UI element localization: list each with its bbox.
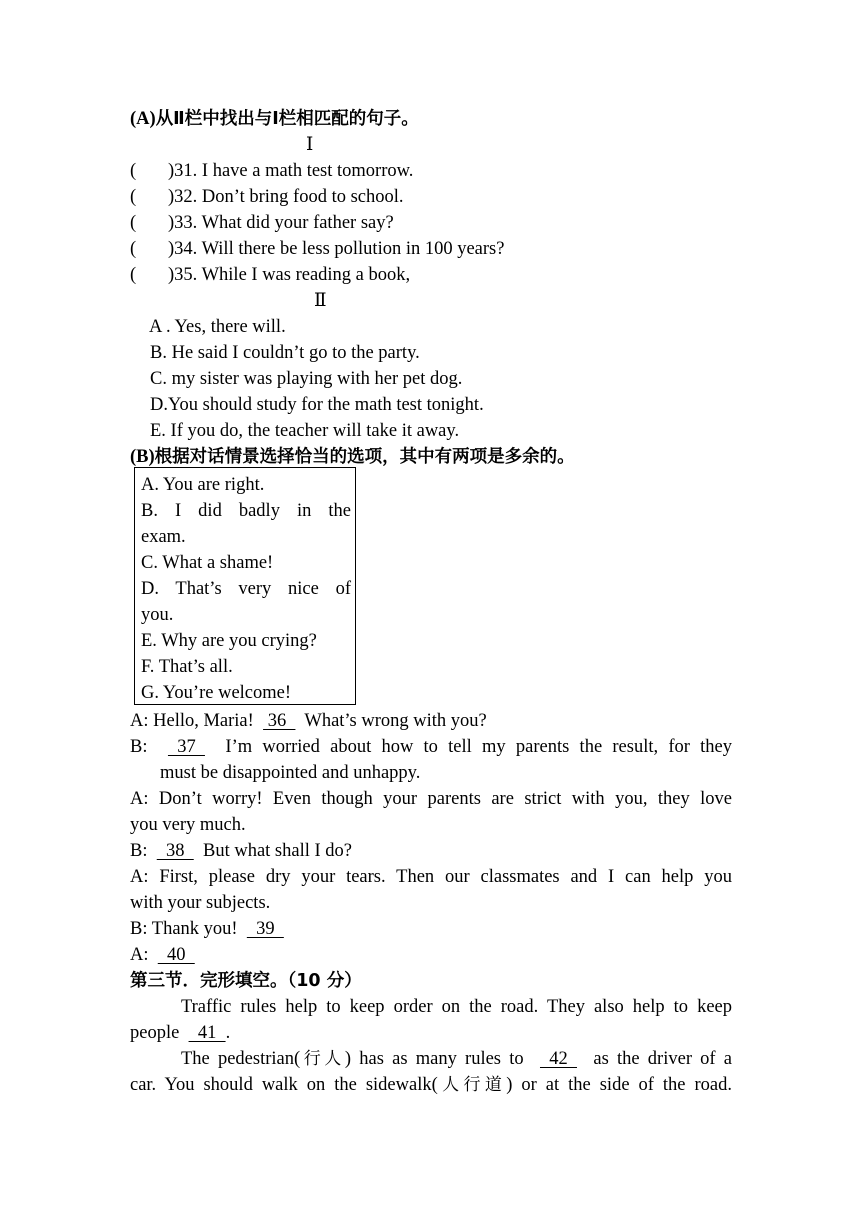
section-a-title: 从Ⅱ栏中找出与Ⅰ栏相匹配的句子。 [155,109,419,129]
blank-37[interactable]: 37 [167,737,205,757]
section-b-label: (B) [130,447,155,467]
option-b-line2: exam. [141,527,186,547]
answer-bracket[interactable]: ( [130,239,137,259]
section-3-heading [130,968,362,994]
option-d-line2: you. [141,605,174,625]
blank-39[interactable]: 39 [246,919,284,939]
section-3-title: 第三节．完形填空。 [130,971,288,991]
dialogue-line-3: A: Don’t worry! Even though your parents are strict with you, they love [130,789,732,809]
match-answer-a: A . Yes, there will. [149,317,286,337]
dialogue-line-4: B: 38 But what shall I do? [130,838,352,864]
dialogue-line-2: B: 37 I’m worried about how to tell my parents the result, for they [130,734,732,760]
section-a-heading [130,106,419,132]
option-a: A. You are right. [141,475,265,495]
match-answer-d: D.You should study for the math test tonight. [150,395,484,415]
column-1-header: Ⅰ [306,135,314,155]
blank-42[interactable]: 42 [539,1049,577,1069]
section-a-label: (A) [130,109,156,129]
blank-38[interactable]: 38 [156,841,194,861]
answer-bracket[interactable]: ( [130,161,137,181]
cloze-paragraph-2-line-2: car. You should walk on the sidewalk(人行道) or at the side of the road. [130,1075,733,1095]
match-item-31: ( )31. I have a math test tomorrow. [130,158,413,184]
cloze-paragraph-1-line-2: people 41 . [130,1020,230,1046]
dialogue-line-5-cont: with your subjects. [130,893,271,913]
option-d-line1: D. That’s very nice of [141,579,351,599]
dialogue-line-5: A: First, please dry your tears. Then our classmates and I can help you [130,867,732,887]
option-b-line1: B. I did badly in the [141,501,351,521]
column-2-header: Ⅱ [314,291,327,311]
dialogue-line-1: A: Hello, Maria! 36 What’s wrong with you? [130,708,487,734]
answer-bracket[interactable]: ( [130,187,137,207]
dialogue-line-2-cont: must be disappointed and unhappy. [160,763,421,783]
match-answer-e: E. If you do, the teacher will take it away. [150,421,460,441]
dialogue-line-3-cont: you very much. [130,815,246,835]
section-b-title: 根据对话情景选择恰当的选项，其中有两项是多余的。 [154,447,575,467]
match-item-33: ( )33. What did your father say? [130,210,394,236]
answer-bracket[interactable]: ( [130,213,137,233]
cloze-paragraph-2-line-1: The pedestrian(行人) has as many rules to 42 as the driver of a [181,1046,732,1072]
cloze-paragraph-1-line-1: Traffic rules help to keep order on the road. They also help to keep [181,997,732,1017]
match-item-32: ( )32. Don’t bring food to school. [130,184,404,210]
option-c: C. What a shame! [141,553,274,573]
match-item-34: ( )34. Will there be less pollution in 100 years? [130,236,504,262]
blank-40[interactable]: 40 [157,945,195,965]
blank-36[interactable]: 36 [263,711,296,731]
match-answer-c: C. my sister was playing with her pet dog. [150,369,463,389]
dialogue-line-7: A: 40 [130,942,195,968]
blank-41[interactable]: 41 [188,1023,226,1043]
dialogue-line-6: B: Thank you! 39 [130,916,284,942]
match-answer-b: B. He said I couldn’t go to the party. [150,343,420,363]
answer-bracket[interactable]: ( [130,265,137,285]
option-g: G. You’re welcome! [141,683,292,703]
option-e: E. Why are you crying? [141,631,317,651]
match-item-35: ( )35. While I was reading a book, [130,262,410,288]
section-3-score: （10 分） [287,971,362,991]
option-f: F. That’s all. [141,657,233,677]
